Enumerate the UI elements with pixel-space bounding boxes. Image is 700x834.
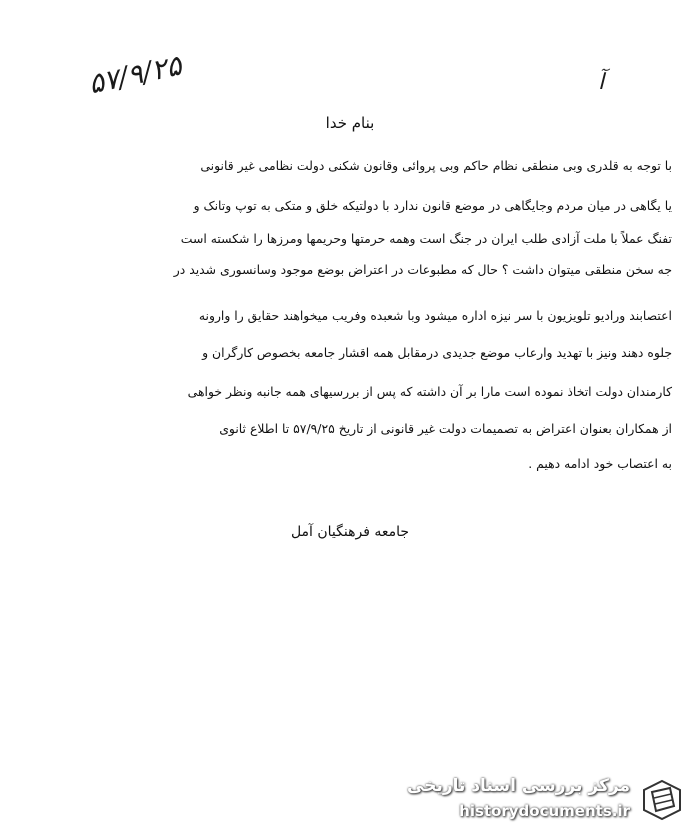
- document-heading: بنام خدا: [325, 114, 375, 132]
- body-line-6: جلوه دهند ونیز با تهدید وارعاب موضع جدیدی درمقابل همه اقشار جامعه بخصوص کارگران و: [202, 345, 672, 360]
- handwritten-date: ۵۷/۹/۲۵: [85, 48, 185, 101]
- body-line-3: تفنگ عملاً با ملت آزادی طلب ایران در جنگ است وهمه حرمتها وحریمها ومرزها را شکسته است: [180, 231, 672, 246]
- body-line-1: با توجه به قلدری وبی منطقی نظام حاکم وبی پروائی وقانون شکنی دولت نظامی غیر قانونی: [200, 158, 672, 173]
- watermark-url[interactable]: historydocuments.ir: [459, 802, 630, 820]
- watermark-title: مرکز بررسی اسناد تاریخی: [407, 776, 630, 796]
- body-line-2: یا یگاهی در میان مردم وجایگاهی در موضع قانون ندارد با دولتیکه خلق و متکی به توپ وتانک و: [193, 198, 672, 213]
- body-line-9: به اعتصاب خود ادامه دهیم .: [528, 456, 672, 471]
- body-line-7: کارمندان دولت اتخاذ نموده است مارا بر آن داشته که پس از بررسیهای همه جانبه ونظر خواهی: [187, 384, 672, 399]
- archive-logo-icon: [640, 778, 684, 822]
- body-line-4: جه سخن منطقی میتوان داشت ؟ حال که مطبوعات در اعتراض بوضع موجود وسانسوری شدید در: [173, 262, 672, 277]
- signature: جامعه فرهنگیان آمل: [290, 524, 410, 540]
- handwritten-mark: آ: [598, 70, 605, 95]
- body-line-5: اعتصابند ورادیو تلویزیون با سر نیزه اداره میشود وبا شعبده وفریب میخواهند حقایق را وارونه: [198, 308, 672, 323]
- body-line-8: از همکاران بعنوان اعتراض به تصمیمات دولت غیر قانونی از تاریخ ۵۷/۹/۲۵ تا اطلاع ثانوی: [219, 421, 672, 436]
- watermark: [392, 772, 692, 826]
